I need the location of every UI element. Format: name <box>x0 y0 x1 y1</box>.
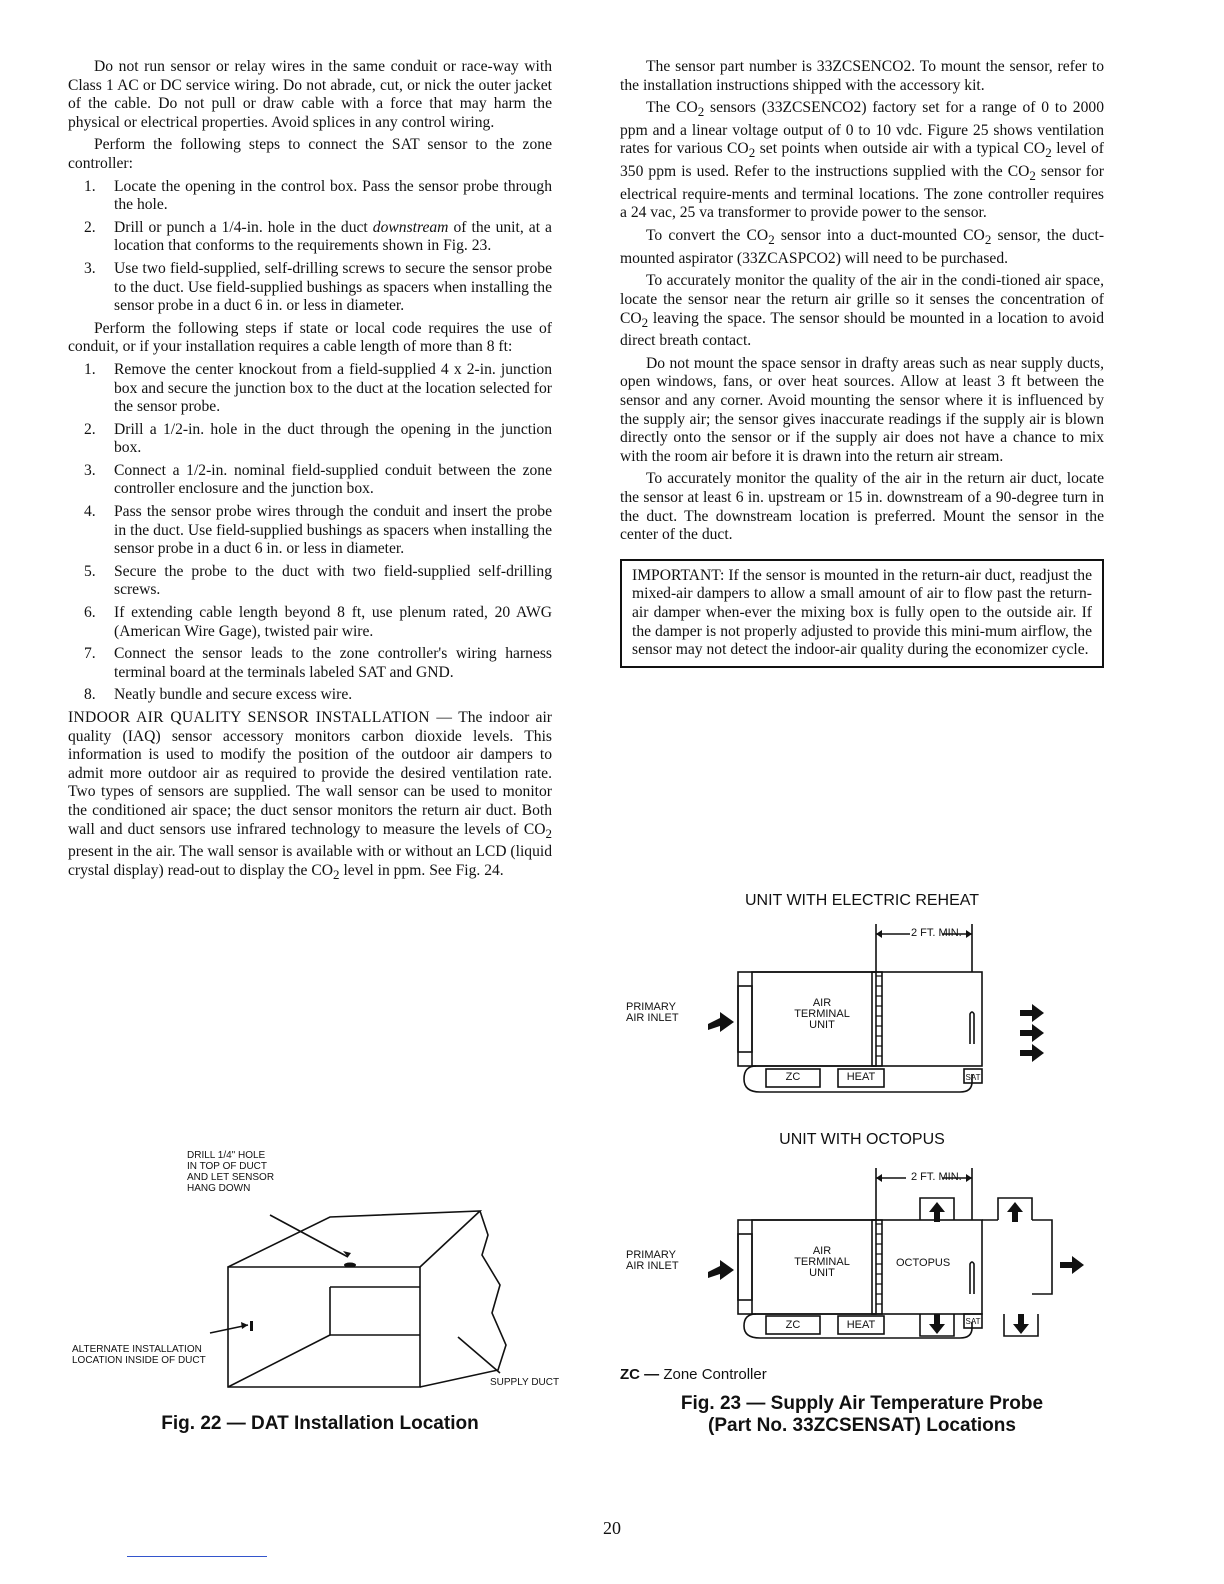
sensor-hole-icon <box>344 1263 356 1268</box>
down-arrow-icon <box>1013 1314 1029 1334</box>
sat-steps-intro: Perform the following steps to connect the SAT sensor to the zone controller: <box>68 136 552 172</box>
terminal-label: AIR TERMINAL UNIT <box>794 997 850 1031</box>
duct-broken-edge <box>420 1211 506 1387</box>
monitor-space-paragraph: To accurately monitor the quality of the air in the condi-tioned air space, locate the sensor near the return air grille so it senses the concentration of $CO_2$ leaving the space. The sensor should be mounted in a location to avoid direct breath contact. <box>620 272 1104 350</box>
footer-rule <box>127 1556 267 1557</box>
alternate-sensor-icon <box>250 1321 253 1331</box>
sat-label: SAT <box>965 1073 981 1082</box>
page-number: 20 <box>603 1518 621 1538</box>
duct-front-face <box>228 1267 420 1387</box>
sat-label: SAT <box>965 1317 981 1326</box>
alternate-location-label: ALTERNATE INSTALLATION LOCATION INSIDE OF DUCT <box>72 1344 206 1366</box>
right-arrow-icon <box>1060 1256 1084 1274</box>
terminal-label: AIR TERMINAL UNIT <box>794 1245 850 1279</box>
list-item: 1. Locate the opening in the control box. Pass the sensor probe through the hole. <box>84 177 552 214</box>
return-duct-paragraph: To accurately monitor the quality of the air in the return air duct, locate the sensor at least 6 in. upstream or 15 in. downstream of a 90-degree turn in the duct. The downstream location is preferred. Mount the sensor in the center of the duct. <box>620 470 1104 544</box>
duct-diagram <box>60 1195 580 1405</box>
list-item: 1. Remove the center knockout from a field-supplied 4 x 2-in. junction box and secure the junction box to the duct at the location selected for the sensor probe. <box>84 360 552 416</box>
wiring-paragraph: Do not run sensor or relay wires in the same conduit or race-way with Class 1 AC or DC service wiring. Do not abrade, cut, or nick the outer jacket of the cable. Do not pull or draw cable with a force that may harm the physical or electrical properties. Avoid splices in any control wiring. <box>68 58 552 131</box>
list-item: 6. If extending cable length beyond 8 ft, use plenum rated, 20 AWG (American Wire Gage), twisted pair wire. <box>84 604 552 640</box>
sensor-part-paragraph: The sensor part number is 33ZCSENCO2. To mount the sensor, refer to the installation instructions shipped with the accessory kit. <box>620 58 1104 94</box>
min-distance-label: 2 FT. MIN. <box>911 927 962 939</box>
list-item: 3. Use two field-supplied, self-drilling screws to secure the sensor probe to the duct. Use field-supplied bushings as spacers when installing the sensor probe in a duct 6 in. or less in diameter. <box>84 259 552 315</box>
list-item: 3. Connect a 1/2-in. nominal field-supplied conduit between the zone controller enclosure and the junction box. <box>84 461 553 498</box>
zc-legend: ZC — Zone Controller <box>620 1366 767 1383</box>
drill-hole-label: DRILL 1/4" HOLE IN TOP OF DUCT AND LET SENSOR HANG DOWN <box>187 1150 275 1194</box>
octopus-right-outlet <box>982 1220 1052 1294</box>
up-arrow-icon <box>929 1202 945 1222</box>
arrow-icon <box>241 1322 248 1329</box>
sat-probe <box>970 1012 974 1044</box>
min-distance-label: 2 FT. MIN. <box>911 1171 962 1183</box>
duct-inner-edge <box>228 1287 330 1387</box>
iaq-section: INDOOR AIR QUALITY SENSOR INSTALLATION — The indoor air quality (IAQ) sensor accessory monitors carbon dioxide levels. This information is used to modify the position of the outdoor air dampers to admit more outdoor air as required to provide the desired ventilation rate. Two types of sensors are supplied. The wall sensor can be used to monitor the conditioned air space; the duct sensor monitors the return air duct. Both wall and duct sensors use infrared technology to measure the levels of $CO_2$ present in the air. The wall sensor is available with or without an LCD (liquid crystal display) read-out to display the $CO_2$ level in ppm. See Fig. 24. <box>68 709 553 882</box>
list-item: 5. Secure the probe to the duct with two field-supplied self-drilling screws. <box>84 562 552 599</box>
down-arrow-icon <box>929 1314 945 1334</box>
important-note: IMPORTANT: If the sensor is mounted in the return-air duct, readjust the mixed-air dampers to allow a small amount of air to flow past the return-air damper when-ever the mixing box is fully open to the outside air. If the damper is not properly adjusted to provide this mini-mum airflow, the sensor may not detect the indoor-air quality during the economizer cycle. <box>620 559 1104 668</box>
zc-label: ZC <box>785 1071 801 1083</box>
electric-reheat-title: UNIT WITH ELECTRIC REHEAT <box>744 892 980 909</box>
outlet-arrow-icon <box>1020 1024 1044 1042</box>
drill-leader <box>270 1215 348 1257</box>
sat-steps-list <box>68 178 552 316</box>
fig22-caption: Fig. 22 — DAT Installation Location <box>161 1413 479 1434</box>
right-column <box>620 58 1104 668</box>
list-item: 4. Pass the sensor probe wires through the conduit and insert the probe in the duct. Use field-supplied bushings as spacers when installing the sensor probe in a duct 6 in. or less in diameter. <box>84 503 552 558</box>
conduit-steps-intro: Perform the following steps if state or local code requires the use of conduit, or if your installation requires a cable length of more than 8 ft: <box>68 319 552 356</box>
primary-inlet-label: PRIMARY AIR INLET <box>626 1249 679 1272</box>
convert-paragraph: To convert the $CO_2$ sensor into a duct-mounted $CO_2$ sensor, the duct-mounted aspirator (33ZCASPCO2) will need to be purchased. <box>620 227 1105 267</box>
list-item: 2. Drill a 1/2-in. hole in the duct through the opening in the junction box. <box>84 420 553 457</box>
heat-label: HEAT <box>846 1071 876 1083</box>
outlet-arrow-icon <box>1020 1044 1044 1062</box>
list-item: 2. Drill or punch a 1/4-in. hole in the duct downstream of the unit, at a location that conforms to the requirements shown in Fig. 23. <box>84 218 552 255</box>
zc-label: ZC <box>785 1319 801 1331</box>
placement-paragraph: Do not mount the space sensor in drafty areas such as near supply ducts, open windows, fans, or over heat sources. Allow at least 3 ft between the sensor and any corner. Avoid mounting the sensor where it is influenced by the supply air; the sensor gives inaccurate readings if the supply air is blown directly onto the sensor or if the supply air does not have a chance to mix with the room air before it is drawn into the return air stream. <box>620 354 1104 465</box>
up-arrow-icon <box>1007 1202 1023 1222</box>
heat-label: HEAT <box>846 1319 876 1331</box>
primary-inlet-label: PRIMARY AIR INLET <box>626 1001 679 1024</box>
list-item: 8. Neatly bundle and secure excess wire. <box>84 686 353 704</box>
duct-top-face <box>228 1211 480 1267</box>
inlet-arrow-icon <box>708 1012 734 1032</box>
octopus-title: UNIT WITH OCTOPUS <box>779 1131 945 1148</box>
fig23-caption: Fig. 23 — Supply Air Temperature Probe (Part No. 33ZCSENSAT) Locations <box>680 1393 1044 1436</box>
co2-range-paragraph: The $CO_2$ sensors (33ZCSENCO2) factory set for a range of 0 to 2000 ppm and a linear voltage output of 0 to 10 vdc. Figure 25 shows ventilation rates for various $CO_2$ set points when outside air with a typical $CO_2$ level of 350 ppm is used. Refer to the instructions supplied with the $CO_2$ sensor for electrical require-ments and terminal locations. The zone controller requires a 24 vac, 25 va transformer to provide power to the sensor. <box>620 99 1104 222</box>
list-item: 7. Connect the sensor leads to the zone controller's wiring harness terminal board at the terminals labeled SAT and GND. <box>84 645 552 681</box>
octopus-label: OCTOPUS <box>896 1257 951 1269</box>
outlet-arrow-icon <box>1020 1004 1044 1022</box>
supply-leader <box>458 1337 500 1373</box>
inlet-arrow-icon <box>708 1260 734 1280</box>
iaq-heading: INDOOR AIR QUALITY SENSOR INSTALLATION — <box>68 709 453 726</box>
supply-duct-label: SUPPLY DUCT <box>490 1377 560 1388</box>
conduit-steps-list <box>68 361 552 705</box>
left-column <box>68 58 552 889</box>
